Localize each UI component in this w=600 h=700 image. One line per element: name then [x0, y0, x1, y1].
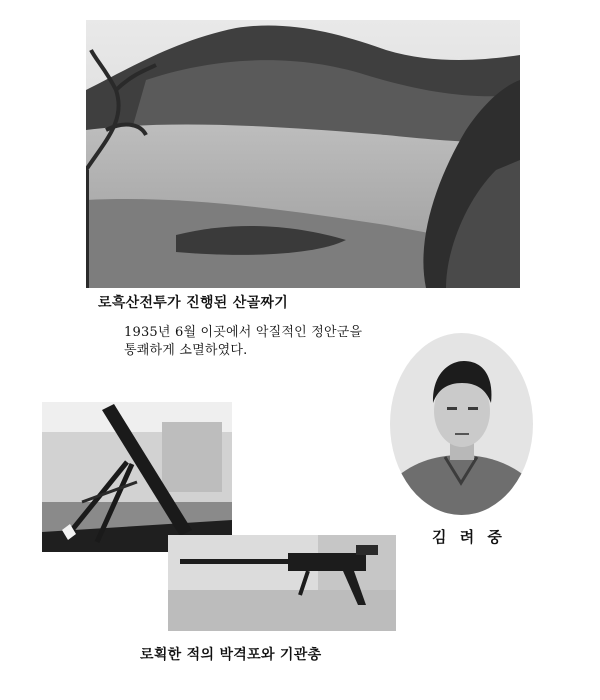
landscape-description — [124, 324, 362, 360]
weapons-caption: 로획한 적의 박격포와 기관총 — [140, 647, 322, 663]
description-line: 1935년 6월 이곳에서 악질적인 정안군을 — [124, 325, 363, 340]
landscape-photo — [86, 20, 520, 288]
mortar-photo — [42, 402, 232, 552]
portrait-name: 김 려 중 — [432, 528, 506, 546]
description-line: 통쾌하게 소멸하였다. — [124, 343, 248, 358]
machine-gun-photo — [168, 535, 396, 631]
portrait-photo — [390, 333, 533, 515]
landscape-caption: 로흑산전투가 진행된 산골짜기 — [98, 295, 289, 311]
